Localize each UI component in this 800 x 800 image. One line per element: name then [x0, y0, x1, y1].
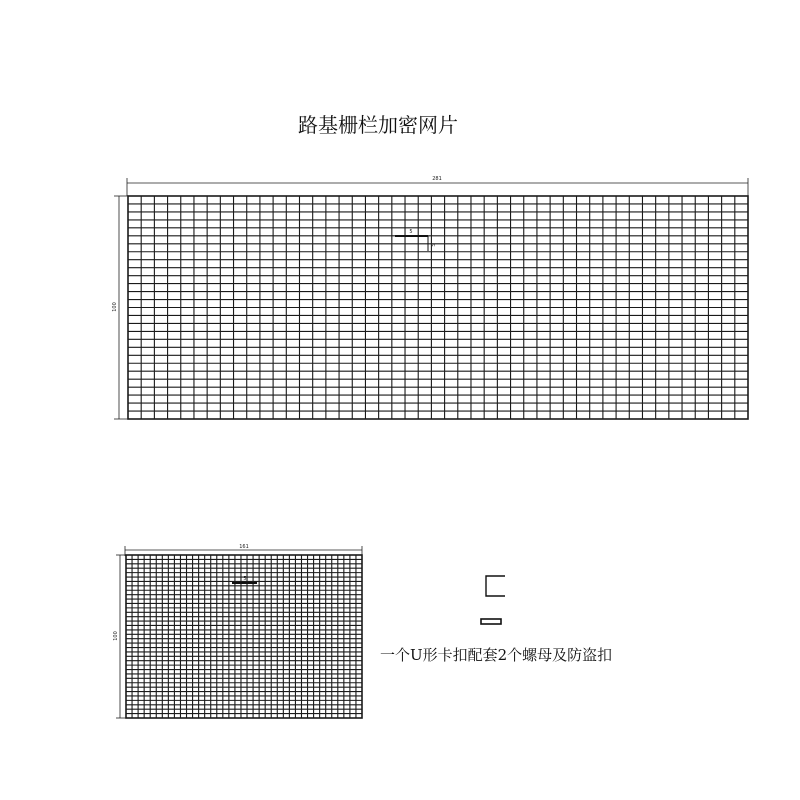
small-panel — [113, 544, 362, 718]
large-cell-label-vertical: 5 — [431, 243, 437, 247]
u-clip-icon — [486, 576, 505, 596]
drawing-title: 路基栅栏加密网片 — [298, 113, 458, 137]
nut-icon — [481, 619, 501, 624]
large-mesh-cell-detail — [395, 229, 437, 251]
large-cell-label: 5 — [409, 229, 413, 235]
small-width-label: 161 — [239, 544, 249, 550]
small-height-dimension — [113, 555, 126, 718]
clip-caption: 一个U形卡扣配套2个螺母及防盗扣 — [380, 646, 613, 664]
large-width-label: 281 — [432, 176, 442, 182]
large-height-label: 100 — [112, 302, 118, 312]
u-clip-detail — [380, 576, 612, 664]
large-mesh-grid — [128, 196, 748, 419]
large-panel — [112, 176, 748, 419]
small-height-label: 100 — [113, 631, 119, 641]
large-width-dimension — [127, 176, 748, 196]
large-height-dimension — [112, 196, 128, 419]
small-cell-label: 5 — [243, 576, 247, 582]
